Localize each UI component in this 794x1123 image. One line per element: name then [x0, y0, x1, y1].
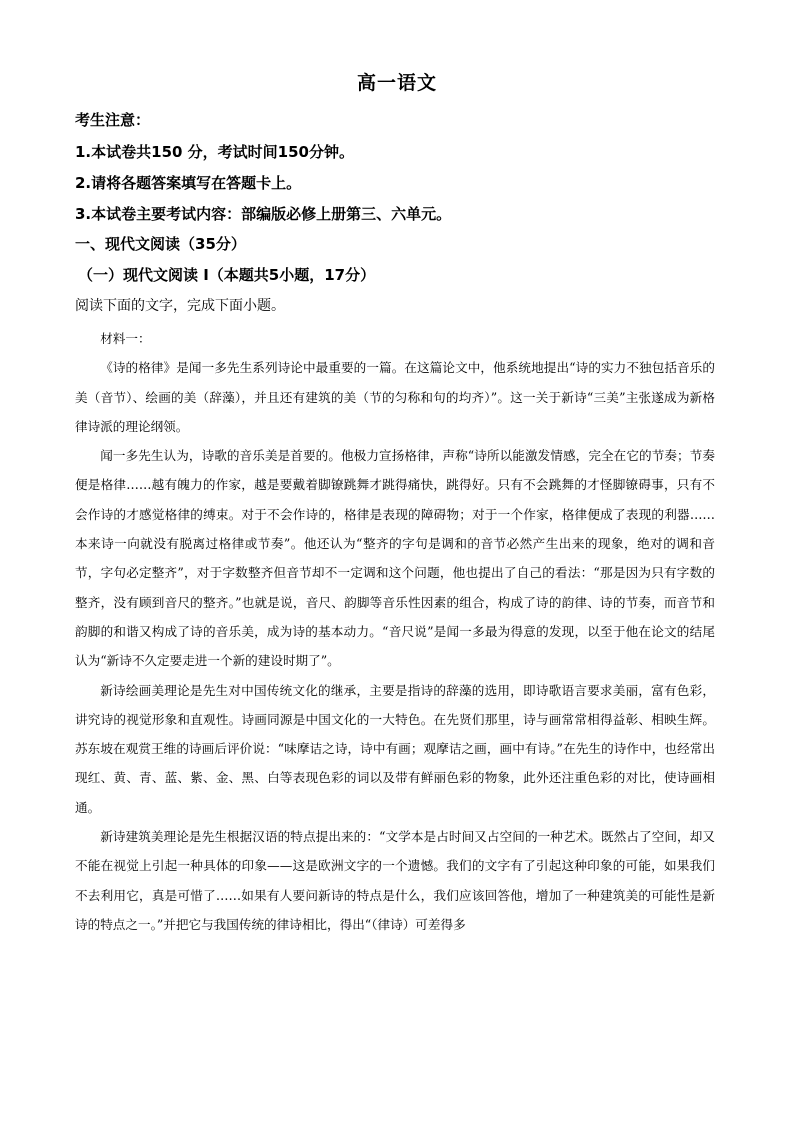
notice-item: 1.本试卷共150 分，考试时间150分钟。 [75, 143, 354, 161]
material-paragraph: 新诗建筑美理论是先生根据汉语的特点提出来的：“文学本是占时间又占空间的一种艺术。既然占了空间，却又不能在视觉上引起一种具体的印象——这是欧洲文字的一个遗憾。我们的文字有了引起这种印象的可能，如果我们不去利用它，真是可惜了……如果有人要问新诗的特点是什么，我们应该回答他，增加了一种建筑美的可能性是新诗的特点之一。”并把它与我国传统的律诗相比，得出“（律诗）可差得多 [75, 829, 715, 932]
notice-heading: 考生注意： [75, 111, 151, 129]
material-label: 材料一： [100, 331, 151, 346]
notice-item: 3.本试卷主要考试内容：部编版必修上册第三、六单元。 [75, 205, 452, 223]
section-heading: 一、现代文阅读（35分） [75, 235, 246, 253]
reading-instruction: 阅读下面的文字，完成下面小题。 [75, 298, 285, 314]
notice-item: 2.请将各题答案填写在答题卡上。 [75, 174, 302, 192]
subsection-heading: （一）现代文阅读 I（本题共5小题，17分） [78, 266, 376, 284]
material-paragraph: 新诗绘画美理论是先生对中国传统文化的继承，主要是指诗的辞藻的选用，即诗歌语言要求美丽，富有色彩，讲究诗的视觉形象和直观性。诗画同源是中国文化的一大特色。在先贤们那里，诗与画常常相得益彰、相映生辉。苏东坡在观赏王维的诗画后评价说：“味摩诘之诗，诗中有画；观摩诘之画，画中有诗。”在先生的诗作中，也经常出现红、黄、青、蓝、紫、金、黑、白等表现色彩的词以及带有鲜丽色彩的物象，此外还注重色彩的对比，使诗画相通。 [75, 682, 715, 815]
material-paragraph: 《诗的格律》是闻一多先生系列诗论中最重要的一篇。在这篇论文中，他系统地提出“诗的实力不独包括音乐的美（音节）、绘画的美（辞藻），并且还有建筑的美（节的匀称和句的均齐）”。这一关于新诗“三美”主张遂成为新格律诗派的理论纲领。 [75, 360, 715, 434]
page-title: 高一语文 [356, 72, 437, 94]
material-paragraph: 闻一多先生认为，诗歌的音乐美是首要的。他极力宣扬格律，声称“诗所以能激发情感，完全在它的节奏；节奏便是格律……越有魄力的作家，越是要戴着脚镣跳舞才跳得痛快，跳得好。只有不会跳舞的才怪脚镣碍事，只有不会作诗的才感觉格律的缚束。对于不会作诗的，格律是表现的障碍物；对于一个作家，格律便成了表现的利器……本来诗一向就没有脱离过格律或节奏”。他还认为“整齐的字句是调和的音节必然产生出来的现象，绝对的调和音节，字句必定整齐”，对于字数整齐但音节却不一定调和这个问题，他也提出了自己的看法：“那是因为只有字数的整齐，没有顾到音尺的整齐。”也就是说，音尺、韵脚等音乐性因素的组合，构成了诗的韵律、诗的节奏，而音节和韵脚的和谐又构成了诗的音乐美，成为诗的基本动力。“音尺说”是闻一多最为得意的发现，以至于他在论文的结尾认为“新诗不久定要走进一个新的建设时期了”。 [75, 448, 715, 669]
material-text [75, 324, 715, 939]
